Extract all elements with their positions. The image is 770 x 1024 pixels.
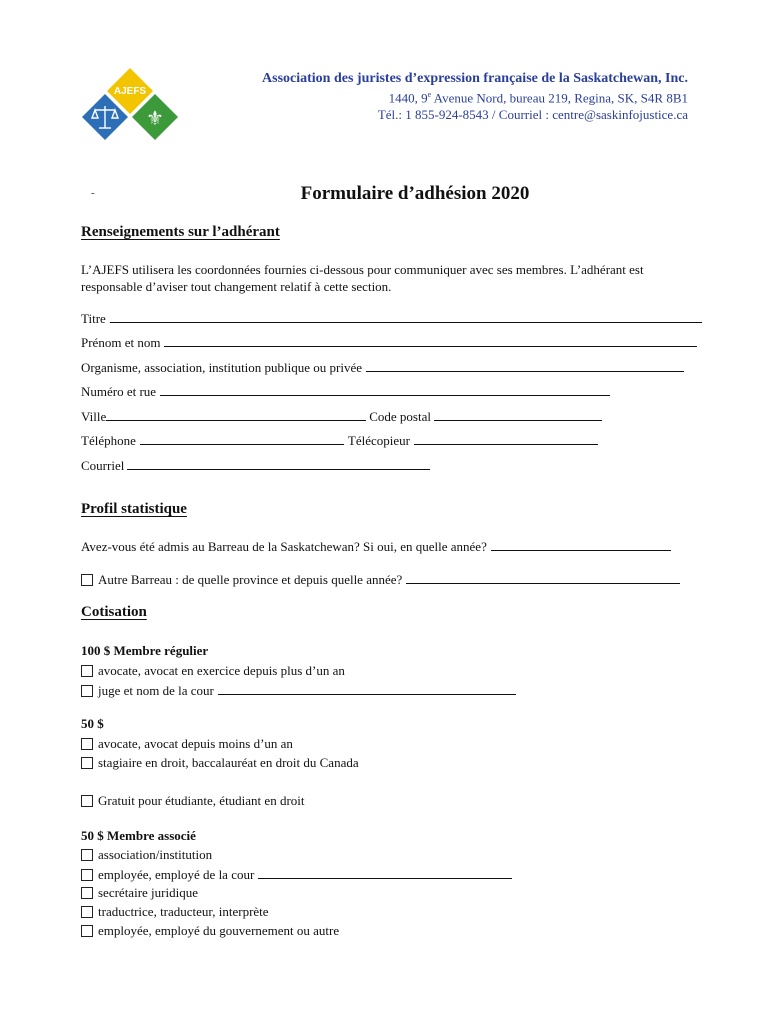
section-heading-statistics: Profil statistique: [81, 501, 187, 517]
option-label: traductrice, traducteur, interprète: [98, 904, 269, 919]
dash-mark: -: [91, 187, 95, 199]
checkbox[interactable]: [81, 574, 93, 586]
fill-line[interactable]: [491, 538, 671, 551]
field-label: Courriel: [81, 458, 125, 473]
field-label: Téléphone: [81, 433, 136, 448]
checkbox[interactable]: [81, 887, 93, 899]
checkbox[interactable]: [81, 795, 93, 807]
option-label: avocate, avocat en exercice depuis plus d’un an: [98, 663, 345, 678]
checkbox[interactable]: [81, 738, 93, 750]
fill-line[interactable]: [164, 334, 697, 347]
ajefs-logo: [78, 66, 182, 148]
option-regular-juge[interactable]: [81, 682, 516, 699]
option-associate-traducteur[interactable]: [81, 904, 269, 920]
organization-contact: Tél.: 1 855-924-8543 / Courriel : centre@saskinfojustice.ca: [377, 107, 688, 122]
fill-line[interactable]: [160, 383, 610, 396]
option-label: Gratuit pour étudiante, étudiant en droit: [98, 793, 305, 808]
field-titre[interactable]: [81, 310, 702, 327]
field-label: Prénom et nom: [81, 335, 161, 350]
fill-line[interactable]: [414, 432, 598, 445]
question-label: Autre Barreau : de quelle province et depuis quelle année?: [98, 572, 403, 587]
regular-member-heading: 100 $ Membre régulier: [81, 643, 209, 658]
field-numero-rue[interactable]: [81, 383, 610, 400]
field-label: Télécopieur: [347, 433, 410, 448]
option-fifty-stagiaire[interactable]: [81, 755, 359, 771]
fill-line[interactable]: [127, 457, 430, 470]
associate-member-heading: 50 $ Membre associé: [81, 828, 196, 843]
organization-address: 1440, 9e Avenue Nord, bureau 219, Regina, SK, S4R 8B1: [388, 90, 688, 106]
option-associate-gouvernement[interactable]: [81, 923, 339, 939]
checkbox[interactable]: [81, 849, 93, 861]
fill-line[interactable]: [434, 408, 602, 421]
field-label: Numéro et rue: [81, 384, 157, 399]
fill-line[interactable]: [110, 310, 702, 323]
option-associate-cour[interactable]: [81, 866, 512, 883]
fill-line[interactable]: [366, 359, 684, 372]
option-label: employée, employé du gouvernement ou autre: [98, 923, 340, 938]
checkbox[interactable]: [81, 906, 93, 918]
fill-line[interactable]: [406, 571, 680, 584]
field-organisme[interactable]: [81, 359, 684, 376]
question-autre-barreau[interactable]: [81, 571, 680, 588]
option-associate-institution[interactable]: [81, 847, 212, 863]
checkbox[interactable]: [81, 757, 93, 769]
field-ville-code-postal[interactable]: [81, 408, 602, 425]
option-label: juge et nom de la cour: [98, 683, 214, 698]
option-regular-avocat[interactable]: [81, 663, 345, 679]
section-heading-cotisation: Cotisation: [81, 604, 147, 620]
option-label: avocate, avocat depuis moins d’un an: [98, 736, 293, 751]
option-label: secrétaire juridique: [98, 885, 198, 900]
field-label: Titre: [81, 311, 106, 326]
option-label: employée, employé de la cour: [98, 867, 255, 882]
fill-line[interactable]: [258, 866, 512, 879]
svg-text:⚜: ⚜: [146, 106, 164, 130]
checkbox[interactable]: [81, 925, 93, 937]
field-courriel[interactable]: [81, 457, 430, 474]
option-fifty-avocat[interactable]: [81, 736, 293, 752]
intro-paragraph: L’AJEFS utilisera les coordonnées fournies ci-dessous pour communiquer avec ses membres. L’adhérant est responsable d’aviser tout changement relatif à cette section.: [81, 262, 644, 294]
option-gratuit-etudiant[interactable]: [81, 793, 305, 809]
question-label: Avez-vous été admis au Barreau de la Saskatchewan? Si oui, en quelle année?: [81, 539, 487, 554]
checkbox[interactable]: [81, 869, 93, 881]
option-associate-secretaire[interactable]: [81, 885, 198, 901]
option-label: stagiaire en droit, baccalauréat en droit du Canada: [98, 755, 359, 770]
field-prenom-nom[interactable]: [81, 334, 697, 351]
option-label: association/institution: [98, 847, 213, 862]
svg-text:AJEFS: AJEFS: [113, 86, 147, 97]
fill-line[interactable]: [218, 682, 516, 695]
fill-line[interactable]: [106, 408, 366, 421]
fifty-dollar-heading: 50 $: [81, 716, 104, 731]
checkbox[interactable]: [81, 685, 93, 697]
section-heading-member-info: Renseignements sur l’adhérant: [81, 224, 280, 240]
form-title: Formulaire d’adhésion 2020: [300, 183, 530, 204]
question-barreau-saskatchewan[interactable]: [81, 538, 671, 555]
checkbox[interactable]: [81, 665, 93, 677]
fill-line[interactable]: [140, 432, 344, 445]
field-label: Code postal: [369, 409, 431, 424]
field-label: Ville: [81, 409, 107, 424]
field-label: Organisme, association, institution publique ou privée: [81, 360, 363, 375]
field-telephone-telecopieur[interactable]: [81, 432, 598, 449]
organization-name: Association des juristes d’expression française de la Saskatchewan, Inc.: [262, 71, 688, 86]
